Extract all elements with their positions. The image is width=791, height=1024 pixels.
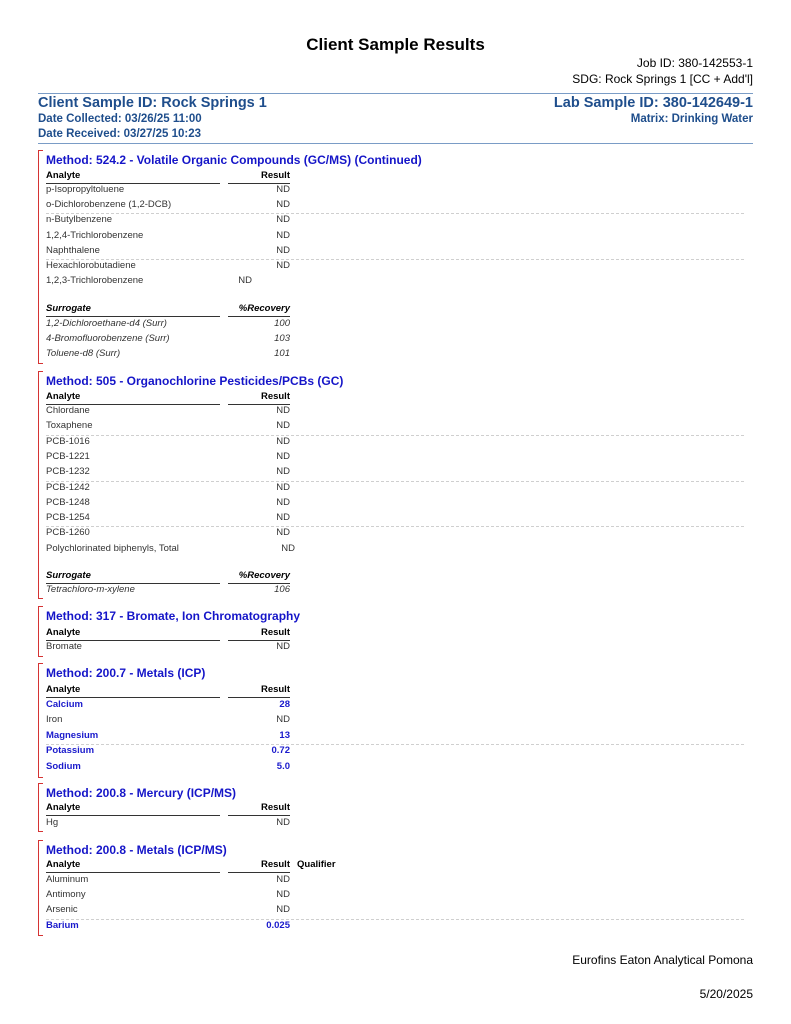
row-separator bbox=[46, 435, 744, 436]
result-value: ND bbox=[276, 904, 290, 916]
result-column-header: Result bbox=[260, 170, 290, 181]
header-rule-bottom bbox=[38, 143, 753, 144]
recovery-header-underline bbox=[228, 316, 290, 317]
row-separator bbox=[46, 259, 744, 260]
result-value: ND bbox=[276, 229, 290, 241]
result-value: ND bbox=[276, 420, 290, 432]
recovery-column-header: %Recovery bbox=[238, 303, 290, 314]
result-header-underline bbox=[228, 872, 290, 873]
result-value: ND bbox=[276, 435, 290, 447]
method-title: Method: 200.8 - Mercury (ICP/MS) bbox=[46, 786, 237, 800]
sdg: SDG: Rock Springs 1 [CC + Add'l] bbox=[572, 72, 753, 86]
footer-date: 5/20/2025 bbox=[699, 987, 753, 1001]
result-value: ND bbox=[276, 466, 290, 478]
result-value: ND bbox=[276, 405, 290, 416]
analyte-name: Toxaphene bbox=[46, 420, 93, 432]
surrogate-header-underline bbox=[46, 316, 220, 317]
method-title: Method: 200.8 - Metals (ICP/MS) bbox=[46, 843, 227, 857]
surrogate-name: Tetrachloro-m-xylene bbox=[46, 584, 135, 595]
recovery-value: 101 bbox=[274, 348, 290, 360]
recovery-value: 106 bbox=[274, 584, 290, 595]
method-title: Method: 200.7 - Metals (ICP) bbox=[46, 666, 206, 680]
section-bracket bbox=[38, 606, 43, 657]
surrogate-column-header: Surrogate bbox=[46, 570, 91, 581]
analyte-name: Polychlorinated biphenyls, Total bbox=[46, 542, 179, 554]
analyte-name: Chlordane bbox=[46, 405, 90, 416]
result-value: ND bbox=[281, 542, 295, 554]
lab-sample-id: Lab Sample ID: 380-142649-1 bbox=[553, 95, 753, 111]
job-id: Job ID: 380-142553-1 bbox=[636, 56, 753, 70]
recovery-column-header: %Recovery bbox=[238, 570, 290, 581]
result-value: 0.72 bbox=[271, 745, 290, 757]
page-title: Client Sample Results bbox=[306, 35, 485, 54]
result-header-underline bbox=[228, 697, 290, 698]
analyte-name: Hg bbox=[46, 817, 59, 828]
analyte-name: Hexachlorobutadiene bbox=[46, 260, 136, 271]
result-value: ND bbox=[276, 641, 290, 652]
result-column-header: Result bbox=[260, 627, 290, 638]
analyte-name: Antimony bbox=[46, 889, 86, 901]
analyte-name: Aluminum bbox=[46, 874, 89, 885]
result-value: ND bbox=[276, 889, 290, 901]
analyte-name: PCB-1232 bbox=[46, 466, 90, 478]
method-title: Method: 505 - Organochlorine Pesticides/PCBs (GC) bbox=[46, 374, 344, 388]
analyte-column-header: Analyte bbox=[46, 391, 81, 402]
qualifier-column-header: Qualifier bbox=[297, 859, 336, 870]
client-sample-id: Client Sample ID: Rock Springs 1 bbox=[38, 95, 267, 111]
result-value: ND bbox=[276, 214, 290, 226]
header-rule-top bbox=[38, 93, 753, 94]
analyte-name: n-Butylbenzene bbox=[46, 214, 113, 226]
analyte-name: PCB-1260 bbox=[46, 527, 90, 539]
analyte-column-header: Analyte bbox=[46, 859, 81, 870]
row-separator bbox=[46, 526, 744, 527]
result-value: ND bbox=[276, 817, 290, 828]
recovery-value: 103 bbox=[274, 333, 290, 345]
section-bracket bbox=[38, 663, 43, 778]
section-bracket bbox=[38, 371, 43, 599]
row-separator bbox=[46, 213, 744, 214]
surrogate-column-header: Surrogate bbox=[46, 303, 91, 314]
result-value: ND bbox=[276, 512, 290, 524]
analyte-name: Iron bbox=[46, 714, 63, 726]
analyte-header-underline bbox=[46, 815, 220, 816]
result-value: ND bbox=[276, 260, 290, 271]
result-column-header: Result bbox=[260, 859, 290, 870]
recovery-value: 100 bbox=[274, 318, 290, 329]
result-value: 5.0 bbox=[276, 760, 290, 772]
analyte-name: Potassium bbox=[46, 745, 95, 757]
analyte-name: PCB-1254 bbox=[46, 512, 90, 524]
result-value: ND bbox=[276, 450, 290, 462]
result-header-underline bbox=[228, 815, 290, 816]
analyte-name: Calcium bbox=[46, 699, 83, 710]
analyte-name: PCB-1248 bbox=[46, 496, 90, 508]
analyte-name: Bromate bbox=[46, 641, 82, 652]
row-separator bbox=[46, 744, 744, 745]
analyte-name: Sodium bbox=[46, 760, 81, 772]
analyte-column-header: Analyte bbox=[46, 802, 81, 813]
analyte-name: 1,2,3-Trichlorobenzene bbox=[46, 275, 144, 287]
result-value: ND bbox=[238, 275, 252, 287]
analyte-name: o-Dichlorobenzene (1,2-DCB) bbox=[46, 199, 172, 211]
result-value: ND bbox=[276, 874, 290, 885]
row-separator bbox=[46, 481, 744, 482]
analyte-name: Naphthalene bbox=[46, 244, 100, 256]
result-value: 0.025 bbox=[266, 919, 290, 931]
analyte-name: Barium bbox=[46, 919, 79, 931]
result-value: ND bbox=[276, 244, 290, 256]
analyte-column-header: Analyte bbox=[46, 627, 81, 638]
analyte-name: 1,2,4-Trichlorobenzene bbox=[46, 229, 144, 241]
analyte-name: PCB-1221 bbox=[46, 450, 90, 462]
surrogate-name: 4-Bromofluorobenzene (Surr) bbox=[46, 333, 170, 345]
analyte-name: p-Isopropyltoluene bbox=[46, 184, 125, 195]
analyte-name: PCB-1242 bbox=[46, 481, 90, 493]
section-bracket bbox=[38, 840, 43, 936]
analyte-name: Magnesium bbox=[46, 729, 99, 741]
result-value: ND bbox=[276, 714, 290, 726]
section-bracket bbox=[38, 150, 43, 364]
method-title: Method: 524.2 - Volatile Organic Compounds (GC/MS) (Continued) bbox=[46, 153, 422, 167]
surrogate-name: Toluene-d8 (Surr) bbox=[46, 348, 121, 360]
analyte-name: PCB-1016 bbox=[46, 435, 90, 447]
date-collected: Date Collected: 03/26/25 11:00 bbox=[38, 113, 202, 125]
result-value: ND bbox=[276, 496, 290, 508]
matrix: Matrix: Drinking Water bbox=[630, 113, 753, 125]
analyte-header-underline bbox=[46, 872, 220, 873]
result-value: 28 bbox=[279, 699, 290, 710]
result-value: 13 bbox=[279, 729, 290, 741]
date-received: Date Received: 03/27/25 10:23 bbox=[38, 128, 202, 140]
row-separator bbox=[46, 919, 744, 920]
footer-lab-name: Eurofins Eaton Analytical Pomona bbox=[572, 953, 753, 967]
analyte-header-underline bbox=[46, 697, 220, 698]
method-title: Method: 317 - Bromate, Ion Chromatography bbox=[46, 609, 301, 623]
analyte-name: Arsenic bbox=[46, 904, 78, 916]
surrogate-name: 1,2-Dichloroethane-d4 (Surr) bbox=[46, 318, 167, 329]
result-value: ND bbox=[276, 199, 290, 211]
analyte-column-header: Analyte bbox=[46, 170, 81, 181]
section-bracket bbox=[38, 783, 43, 832]
result-value: ND bbox=[276, 481, 290, 493]
result-value: ND bbox=[276, 527, 290, 539]
result-column-header: Result bbox=[260, 802, 290, 813]
result-column-header: Result bbox=[260, 391, 290, 402]
result-column-header: Result bbox=[260, 684, 290, 695]
analyte-column-header: Analyte bbox=[46, 684, 81, 695]
result-value: ND bbox=[276, 184, 290, 195]
